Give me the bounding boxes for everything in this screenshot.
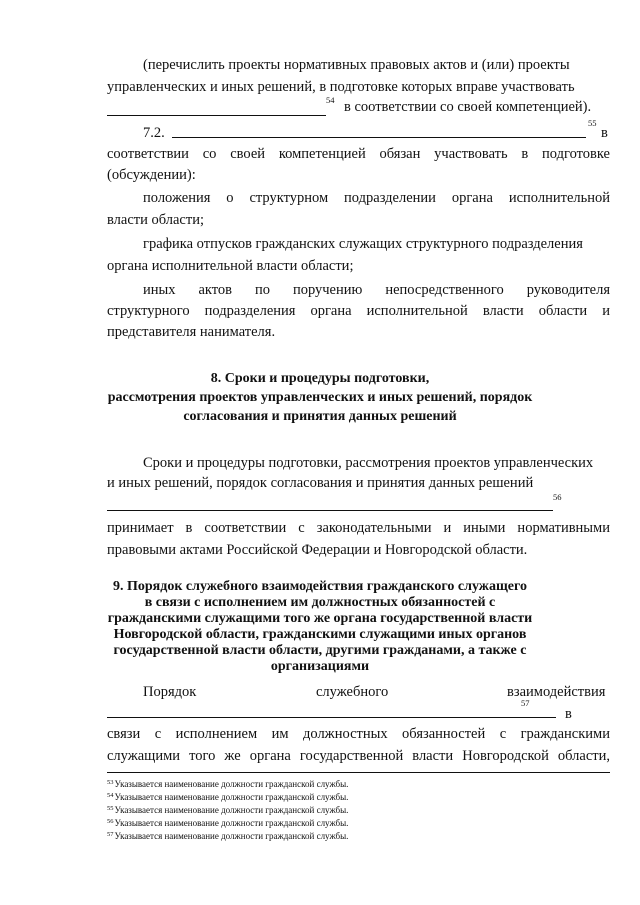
- footnote-text: Указывается наименование должности гражданской службы.: [114, 792, 349, 802]
- footnote: [107, 778, 348, 790]
- text-line: (обсуждении):: [107, 167, 196, 183]
- section-heading: организациями: [270, 659, 370, 674]
- footnote-separator: [107, 772, 610, 773]
- text-line: служащими того же органа государственной власти Новгородской области,: [107, 748, 610, 764]
- footnote-text: Указывается наименование должности гражданской службы.: [114, 779, 349, 789]
- text-line: в: [601, 125, 608, 141]
- footnote-number: 53: [107, 779, 114, 786]
- list-item: органа исполнительной власти области;: [107, 258, 354, 274]
- footnote-ref: 56: [553, 492, 562, 502]
- list-item: иных актов по поручению непосредственного руководителя: [143, 282, 610, 298]
- fill-in-line: [172, 137, 586, 138]
- section-heading: 8. Сроки и процедуры подготовки,: [210, 371, 430, 386]
- footnote: [107, 817, 348, 829]
- text-line: (перечислить проекты нормативных правовых актов и (или) проекты: [143, 57, 570, 73]
- text-line: управленческих и иных решений, в подготовке которых вправе участвовать: [107, 79, 575, 95]
- section-heading: Новгородской области, гражданскими служащими иных органов: [113, 627, 527, 642]
- text-line: соответствии со своей компетенцией обязан участвовать в подготовке: [107, 146, 610, 162]
- footnote-text: Указывается наименование должности гражданской службы.: [114, 818, 349, 828]
- footnote-number: 56: [107, 818, 114, 825]
- footnote: [107, 791, 348, 803]
- list-item: власти области;: [107, 212, 204, 228]
- section-heading: государственной власти области, другими гражданами, а также с: [113, 643, 527, 658]
- footnote-number: 57: [107, 831, 114, 838]
- text-line: Сроки и процедуры подготовки, рассмотрения проектов управленческих: [143, 455, 594, 471]
- list-item: структурного подразделения органа исполнительной власти области и: [107, 303, 610, 319]
- fill-in-line: [107, 510, 553, 511]
- footnote: [107, 830, 348, 842]
- footnote-number: 54: [107, 792, 114, 799]
- footnote-ref: 57: [521, 698, 530, 708]
- footnote-ref: 54: [326, 95, 335, 105]
- item-number: 7.2.: [143, 125, 165, 141]
- text-line: в: [565, 706, 572, 722]
- section-heading: в связи с исполнением им должностных обязанностей с: [144, 595, 496, 610]
- fill-in-line: [107, 115, 326, 116]
- section-heading: рассмотрения проектов управленческих и иных решений, порядок: [107, 390, 533, 405]
- footnote-text: Указывается наименование должности гражданской службы.: [114, 805, 349, 815]
- section-heading: 9. Порядок служебного взаимодействия гражданского служащего: [112, 579, 528, 594]
- text-line: правовыми актами Российской Федерации и Новгородской области.: [107, 542, 528, 558]
- text-line: связи с исполнением им должностных обязанностей с гражданскими: [107, 726, 610, 742]
- footnote-number: 55: [107, 805, 114, 812]
- text-word: служебного: [316, 684, 389, 700]
- fill-in-line: [107, 717, 556, 718]
- list-item: графика отпусков гражданских служащих структурного подразделения: [143, 236, 583, 252]
- section-heading: гражданскими служащими того же органа государственной власти: [107, 611, 533, 626]
- text-line: в соответствии со своей компетенцией).: [344, 99, 592, 115]
- text-line: принимает в соответствии с законодательными и иными нормативными: [107, 520, 610, 536]
- list-item: представителя нанимателя.: [107, 324, 276, 340]
- footnote-text: Указывается наименование должности гражданской службы.: [114, 831, 349, 841]
- text-line: и иных решений, порядок согласования и принятия данных решений: [107, 475, 534, 491]
- section-heading: согласования и принятия данных решений: [183, 409, 457, 424]
- footnote-ref: 55: [588, 118, 597, 128]
- text-word: взаимодействия: [507, 684, 606, 700]
- footnote: [107, 804, 348, 816]
- text-word: Порядок: [143, 684, 197, 700]
- list-item: положения о структурном подразделении органа исполнительной: [143, 190, 610, 206]
